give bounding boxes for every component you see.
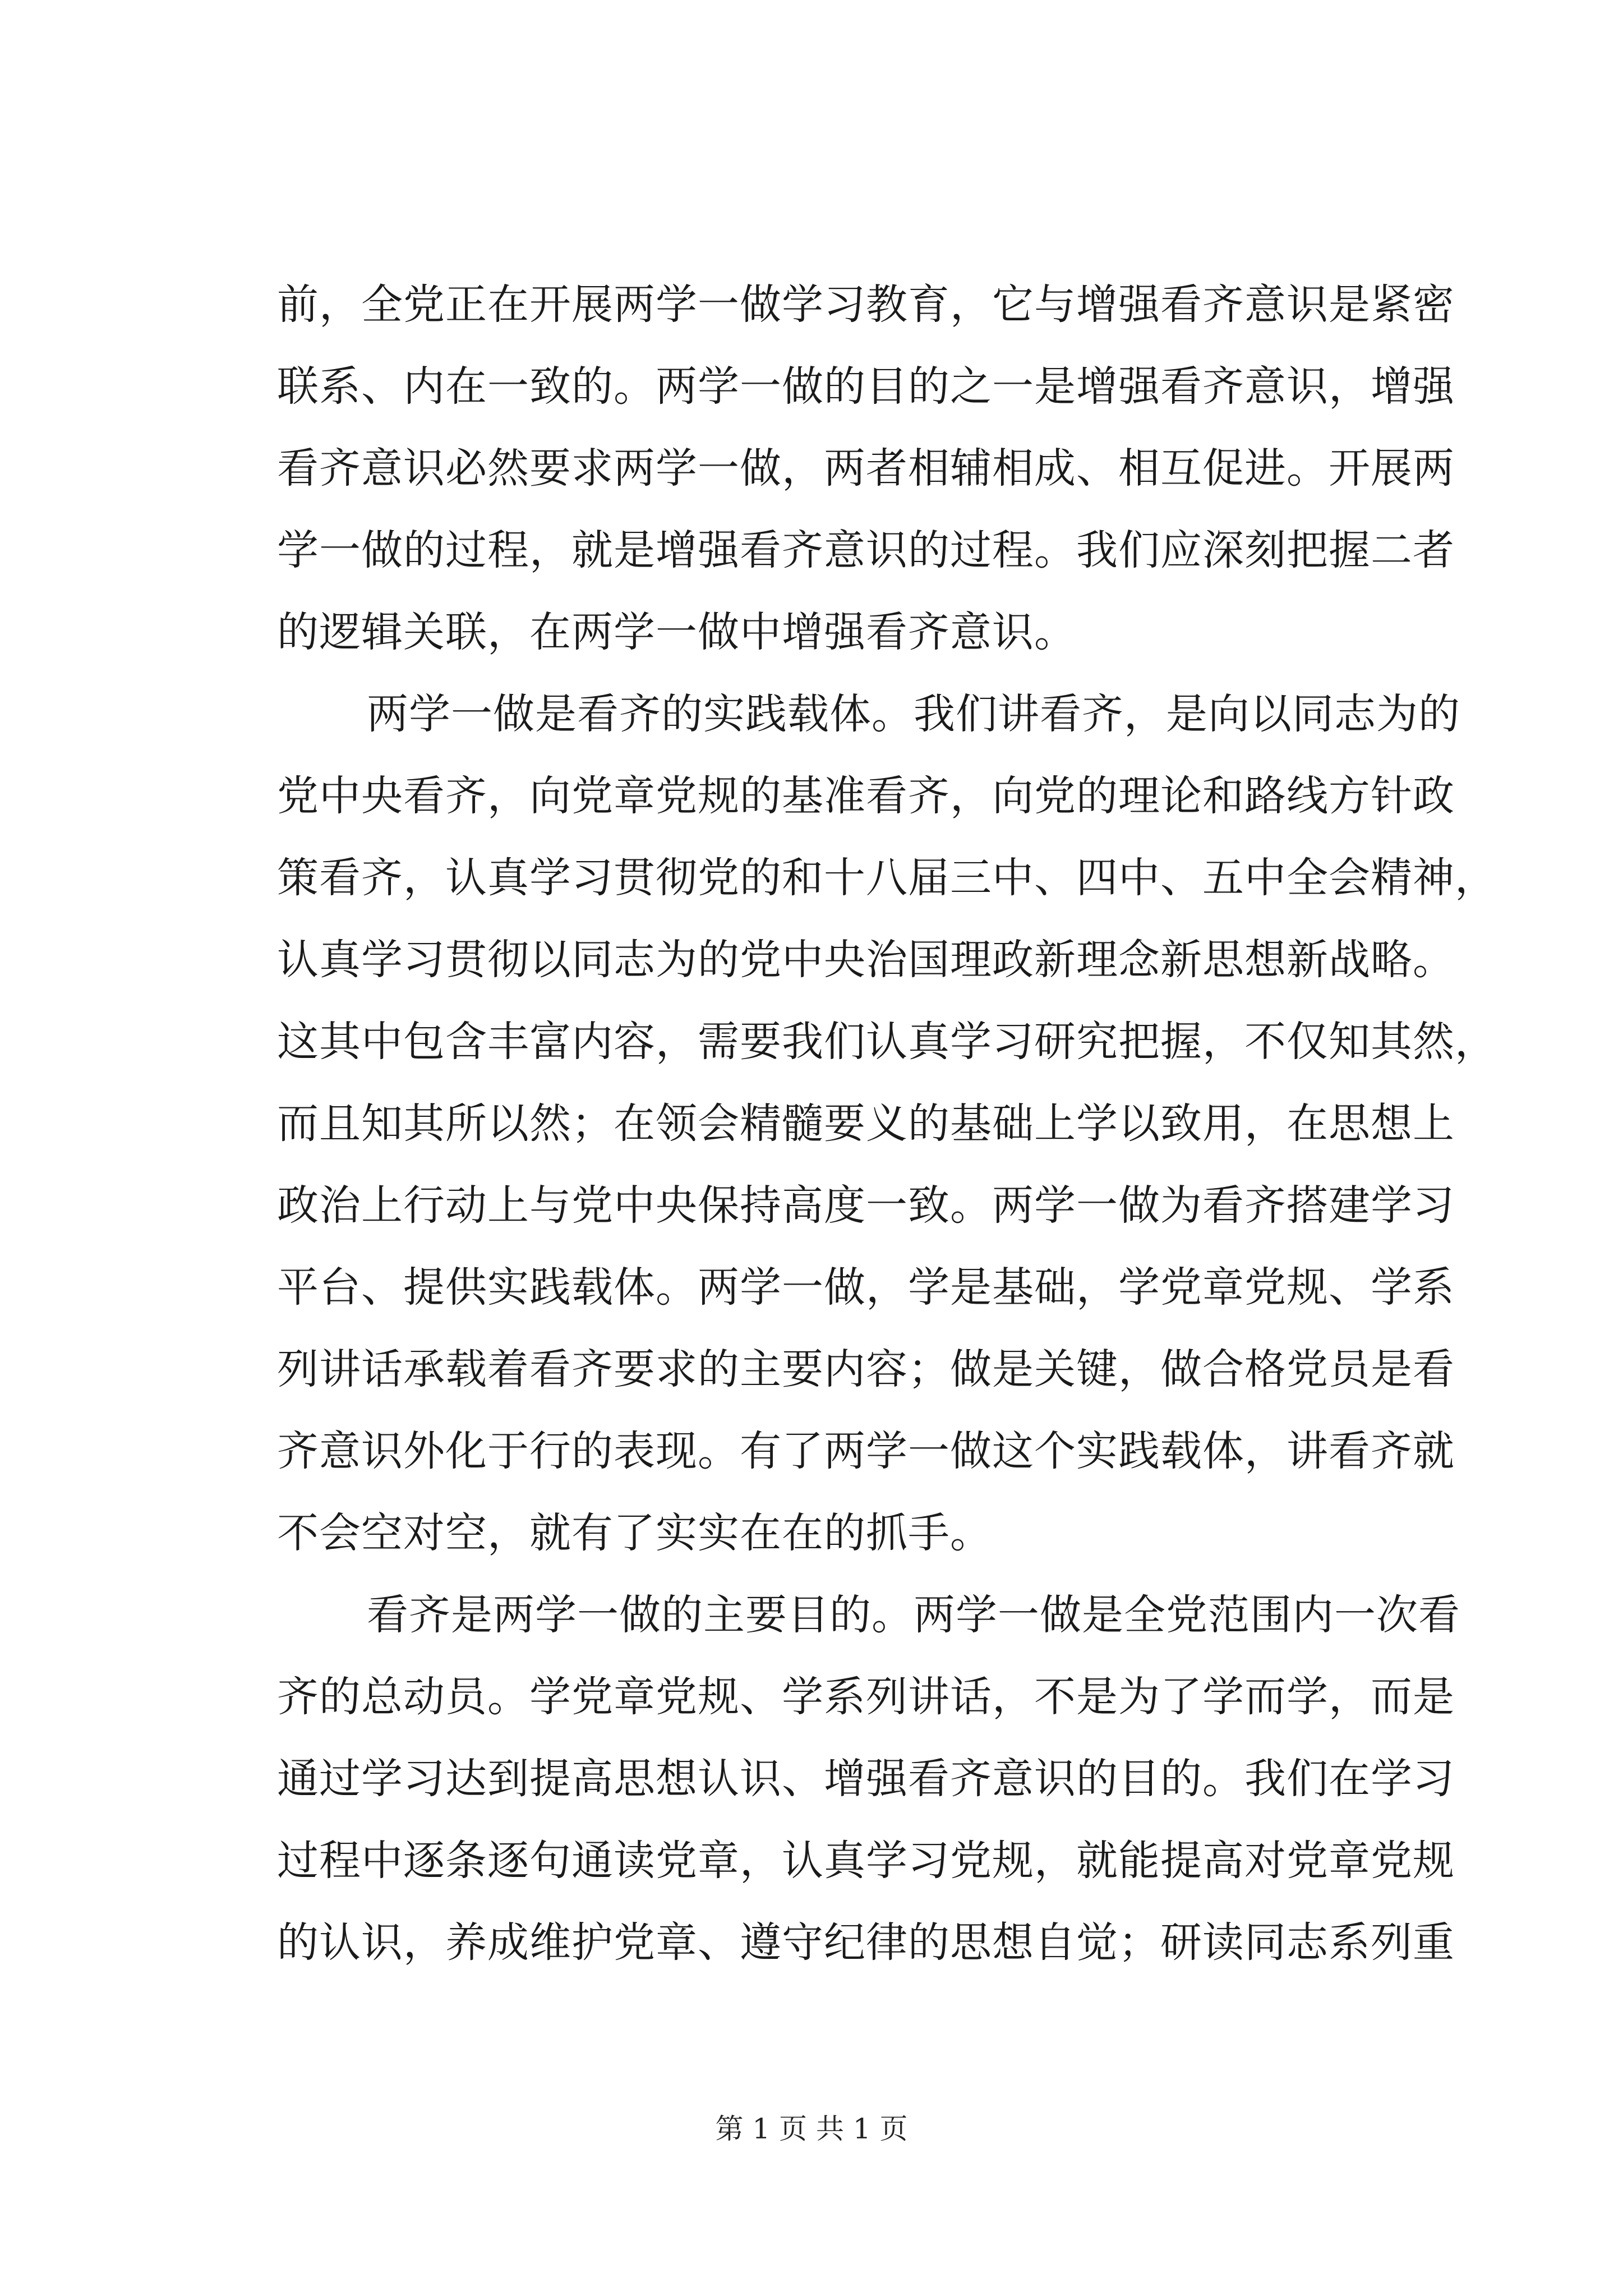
text-line: 看齐意识必然要求两学一做，两者相辅相成、相互促进。开展两 bbox=[277, 444, 1455, 493]
text-line: 前，全党正在开展两学一做学习教育，它与增强看齐意识是紧密 bbox=[277, 280, 1455, 329]
text-line: 列讲话承载着看齐要求的主要内容；做是关键，做合格党员是看 bbox=[277, 1345, 1455, 1393]
paragraph-start-line: 看齐是两学一做的主要目的。两学一做是全党范围内一次看 bbox=[367, 1591, 1460, 1639]
text-line: 联系、内在一致的。两学一做的目的之一是增强看齐意识，增强 bbox=[277, 362, 1455, 411]
text-line: 认真学习贯彻以同志为的党中央治国理政新理念新思想新战略。 bbox=[277, 936, 1455, 984]
text-line: 政治上行动上与党中央保持高度一致。两学一做为看齐搭建学习 bbox=[277, 1181, 1455, 1230]
document-body bbox=[277, 264, 1497, 1984]
text-line: 学一做的过程，就是增强看齐意识的过程。我们应深刻把握二者 bbox=[277, 526, 1455, 574]
text-line: 平台、提供实践载体。两学一做，学是基础，学党章党规、学系 bbox=[277, 1263, 1455, 1312]
paragraph-start-line: 两学一做是看齐的实践载体。我们讲看齐，是向以同志为的 bbox=[367, 690, 1460, 738]
text-line: 不会空对空，就有了实实在在的抓手。 bbox=[277, 1509, 992, 1557]
page-number-footer: 第 1 页 共 1 页 bbox=[715, 2113, 908, 2145]
text-line: 策看齐，认真学习贯彻党的和十八届三中、四中、五中全会精神， bbox=[277, 854, 1497, 902]
text-line: 齐意识外化于行的表现。有了两学一做这个实践载体，讲看齐就 bbox=[277, 1427, 1455, 1475]
text-line: 通过学习达到提高思想认识、增强看齐意识的目的。我们在学习 bbox=[277, 1755, 1455, 1803]
text-line: 的认识，养成维护党章、遵守纪律的思想自觉；研读同志系列重 bbox=[277, 1918, 1455, 1967]
text-line: 的逻辑关联，在两学一做中增强看齐意识。 bbox=[277, 608, 1076, 656]
text-line: 而且知其所以然；在领会精髓要义的基础上学以致用，在思想上 bbox=[277, 1099, 1455, 1148]
text-line: 过程中逐条逐句通读党章，认真学习党规，就能提高对党章党规 bbox=[277, 1837, 1455, 1885]
text-line: 这其中包含丰富内容，需要我们认真学习研究把握，不仅知其然， bbox=[277, 1018, 1497, 1066]
text-line: 齐的总动员。学党章党规、学系列讲话，不是为了学而学，而是 bbox=[277, 1673, 1455, 1721]
text-line: 党中央看齐，向党章党规的基准看齐，向党的理论和路线方针政 bbox=[277, 772, 1455, 820]
